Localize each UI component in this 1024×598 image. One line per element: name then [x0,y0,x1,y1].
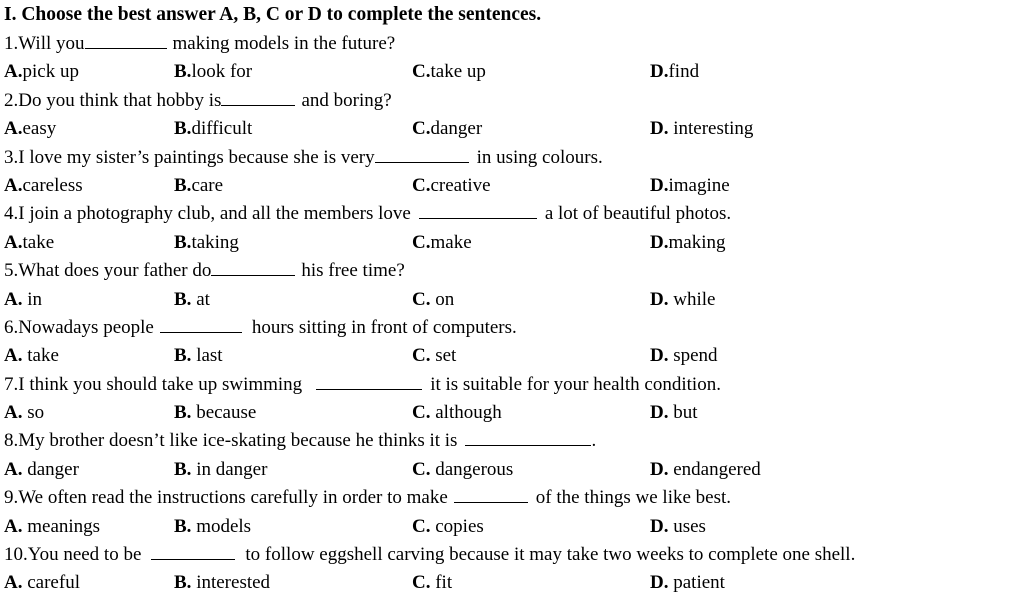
options-row [4,229,1020,257]
option-a [4,286,42,314]
option-a [4,172,83,200]
question-6 [4,314,1020,342]
option-text: interesting [668,118,754,140]
answer-blank [454,484,528,503]
option-text: making [668,231,726,253]
option-text: danger [22,458,79,480]
option-d [650,342,718,370]
option-d [650,229,725,257]
question-7 [4,371,1020,399]
question-5 [4,257,1020,285]
option-a [4,456,79,484]
option-text: easy [22,118,57,140]
option-text: endangered [668,458,761,480]
option-letter: D. [650,402,669,424]
option-b [174,286,210,314]
option-text: at [191,288,210,310]
answer-blank [465,427,591,446]
option-a [4,399,44,427]
question-text-end: it is suitable for your health condition. [430,373,721,395]
options-row [4,456,1020,484]
question-text-end: making models in the future? [172,33,396,54]
option-c [412,115,482,143]
option-text: make [430,231,472,253]
option-text: imagine [668,174,730,196]
option-letter: B. [174,515,192,537]
option-letter: B. [174,288,192,310]
option-letter: A. [4,61,23,83]
option-c [412,286,454,314]
option-text: although [430,402,502,424]
option-text: copies [430,515,484,537]
option-letter: C. [412,515,431,537]
option-d [650,286,715,314]
option-letter: B. [174,458,192,480]
option-text: patient [668,572,725,594]
option-a [4,58,79,86]
option-letter: B. [174,231,192,253]
option-d [650,569,725,597]
option-a [4,229,54,257]
option-c [412,172,491,200]
option-text: taking [191,231,239,253]
option-text: while [668,288,716,310]
option-d [650,172,730,200]
option-c [412,229,472,257]
option-b [174,513,251,541]
option-letter: D. [650,231,669,253]
option-text: uses [668,515,706,537]
option-text: creative [430,174,491,196]
option-text: pick up [22,61,79,83]
option-c [412,58,486,86]
question-text-end: to follow eggshell carving because it may take two weeks to complete one shell. [245,544,856,566]
option-d [650,456,761,484]
option-letter: C. [412,572,431,594]
options-row [4,513,1020,541]
option-d [650,513,706,541]
option-letter: C. [412,231,431,253]
answer-blank [419,200,537,219]
option-text: dangerous [430,458,514,480]
question-10 [4,541,1020,569]
option-a [4,513,100,541]
options-row [4,286,1020,314]
option-b [174,58,252,86]
question-text: 2.Do you think that hobby is [4,89,222,111]
question-text: 6.Nowadays people [4,316,154,338]
question-text: 7.I think you should take up swimming [4,373,303,395]
section-heading: I. Choose the best answer A, B, C or D to complete the sentences. [4,4,542,25]
option-letter: B. [174,174,192,196]
option-letter: C. [412,118,431,140]
option-text: careful [22,572,80,594]
answer-blank [151,541,235,560]
option-text: take [22,345,59,367]
option-letter: D. [650,572,669,594]
question-text: 5.What does your father do [4,260,212,282]
question-text-end: of the things we like best. [535,487,732,509]
option-text: take up [430,61,486,83]
option-letter: C. [412,402,431,424]
option-letter: A. [4,174,23,196]
options-row [4,342,1020,370]
option-d [650,58,699,86]
option-text: last [191,345,223,367]
option-a [4,342,59,370]
option-a [4,115,56,143]
option-letter: A. [4,572,23,594]
question-text-end: hours sitting in front of computers. [251,316,517,338]
question-text: 1.Will you [4,33,85,54]
options-row [4,569,1020,597]
answer-blank [316,371,422,390]
answer-blank [221,87,295,106]
options-row [4,115,1020,143]
question-text: 4.I join a photography club, and all the members love [4,203,411,225]
option-letter: D. [650,61,669,83]
question-text-end: and boring? [301,89,392,111]
question-text-end: in using colours. [476,146,603,168]
option-c [412,513,484,541]
option-text: look for [191,61,253,83]
option-letter: C. [412,174,431,196]
options-row [4,172,1020,200]
option-letter: B. [174,572,192,594]
worksheet [4,0,1020,598]
option-letter: A. [4,345,23,367]
question-text: 8.My brother doesn’t like ice-skating because he thinks it is [4,430,458,452]
options-row [4,58,1020,86]
option-letter: D. [650,515,669,537]
option-letter: C. [412,288,431,310]
option-text: interested [191,572,271,594]
question-9 [4,484,1020,512]
option-text: difficult [191,118,253,140]
option-letter: B. [174,345,192,367]
question-4 [4,200,1020,228]
option-letter: D. [650,174,669,196]
option-text: spend [668,345,718,367]
option-b [174,172,223,200]
option-text: careless [22,174,83,196]
option-text: find [668,61,700,83]
option-text: models [191,515,252,537]
option-text: because [191,402,257,424]
option-letter: A. [4,231,23,253]
option-d [650,399,698,427]
option-b [174,399,256,427]
option-letter: D. [650,345,669,367]
option-c [412,569,452,597]
option-text: meanings [22,515,101,537]
option-text: on [430,288,455,310]
option-c [412,342,456,370]
question-2 [4,87,1020,115]
option-text: so [22,402,45,424]
option-letter: B. [174,61,192,83]
option-text: but [668,402,698,424]
option-b [174,342,223,370]
question-text-end: his free time? [301,260,405,282]
question-list [4,30,1020,598]
option-c [412,399,502,427]
option-letter: A. [4,402,23,424]
option-letter: A. [4,515,23,537]
option-c [412,456,513,484]
option-text: danger [430,118,483,140]
option-text: in [22,288,43,310]
option-letter: B. [174,402,192,424]
option-text: take [22,231,55,253]
question-8 [4,427,1020,455]
question-1 [4,30,1020,58]
option-b [174,569,270,597]
option-letter: A. [4,458,23,480]
option-letter: D. [650,288,669,310]
option-text: set [430,345,457,367]
question-text-end: a lot of beautiful photos. [544,203,732,225]
option-b [174,115,252,143]
option-letter: C. [412,61,431,83]
option-letter: C. [412,458,431,480]
option-a [4,569,80,597]
option-text: fit [430,572,453,594]
answer-blank [85,30,167,49]
answer-blank [160,314,242,333]
option-text: care [191,174,224,196]
answer-blank [211,257,295,276]
option-b [174,229,239,257]
option-letter: D. [650,118,669,140]
option-text: in danger [191,458,268,480]
option-letter: A. [4,288,23,310]
option-b [174,456,267,484]
question-3 [4,144,1020,172]
options-row [4,399,1020,427]
question-text-end: . [591,430,597,452]
question-text: 10.You need to be [4,544,142,566]
option-letter: A. [4,118,23,140]
question-text: 9.We often read the instructions carefully in order to make [4,487,448,509]
option-letter: D. [650,458,669,480]
option-d [650,115,753,143]
answer-blank [375,144,469,163]
question-text: 3.I love my sister’s paintings because she is very [4,146,375,168]
option-letter: B. [174,118,192,140]
option-letter: C. [412,345,431,367]
